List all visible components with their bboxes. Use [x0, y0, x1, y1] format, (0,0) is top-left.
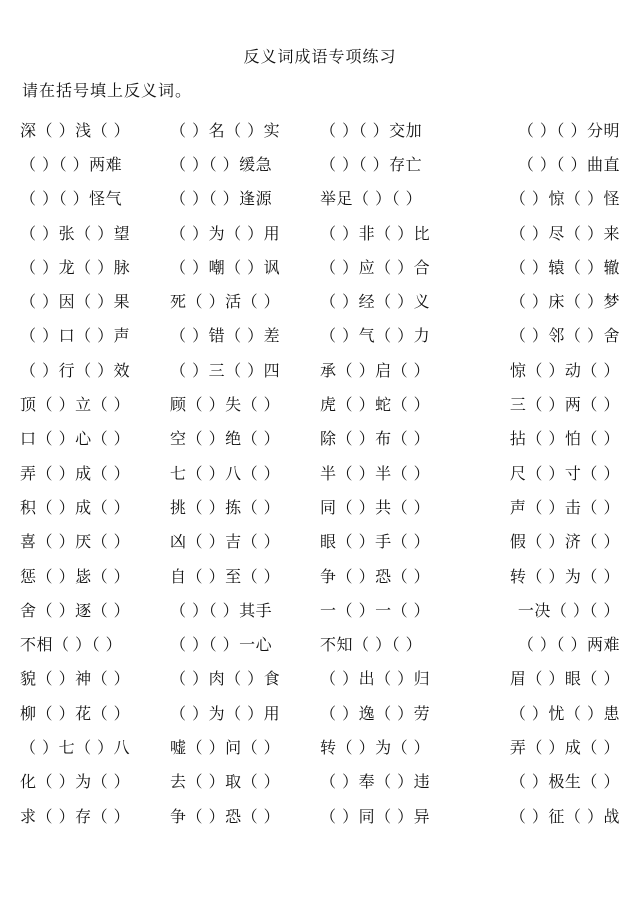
exercise-row	[20, 421, 620, 455]
idiom-item: （ ）（ ）分明	[517, 120, 620, 140]
idiom-item: （ ）奉（ ）违	[320, 772, 431, 792]
idiom-item: （ ）出（ ）归	[320, 669, 431, 689]
exercise-list	[20, 112, 620, 832]
idiom-item: （ ）嘲（ ）讽	[170, 257, 281, 277]
idiom-item: （ ）口（ ）声	[20, 326, 131, 346]
idiom-item: 拈（ ）怕（ ）	[509, 429, 620, 449]
idiom-item: 半（ ）半（ ）	[320, 463, 431, 483]
idiom-item: 争（ ）恐（ ）	[320, 566, 431, 586]
idiom-item: （ ）七（ ）八	[20, 737, 131, 757]
idiom-item: （ ）（ ）怪气	[20, 189, 123, 209]
idiom-item: （ ）为（ ）用	[170, 703, 281, 723]
idiom-item: 尺（ ）寸（ ）	[509, 463, 620, 483]
idiom-item: 不知（ ）（ ）	[320, 635, 423, 655]
idiom-item: 空（ ）绝（ ）	[170, 429, 281, 449]
exercise-row	[20, 661, 620, 695]
idiom-item: （ ）（ ）两难	[20, 154, 123, 174]
idiom-item: 三（ ）两（ ）	[509, 395, 620, 415]
idiom-item: 貌（ ）神（ ）	[20, 669, 131, 689]
idiom-item: 凶（ ）吉（ ）	[170, 532, 281, 552]
idiom-item: 一决（ ）（ ）	[517, 600, 620, 620]
idiom-item: （ ）极生（ ）	[509, 772, 620, 792]
idiom-item: （ ）尽（ ）来	[509, 223, 620, 243]
exercise-row	[20, 318, 620, 352]
idiom-item: 弄（ ）成（ ）	[509, 737, 620, 757]
idiom-item: （ ）邻（ ）舍	[509, 326, 620, 346]
idiom-item: （ ）床（ ）梦	[509, 292, 620, 312]
exercise-row	[20, 352, 620, 386]
idiom-item: （ ）肉（ ）食	[170, 669, 281, 689]
idiom-item: 嘘（ ）问（ ）	[170, 737, 281, 757]
exercise-row	[20, 798, 620, 832]
idiom-item: （ ）辕（ ）辙	[509, 257, 620, 277]
idiom-item: （ ）（ ）交加	[320, 120, 423, 140]
idiom-item: 除（ ）布（ ）	[320, 429, 431, 449]
idiom-item: 求（ ）存（ ）	[20, 806, 131, 826]
idiom-item: （ ）（ ）其手	[170, 600, 273, 620]
idiom-item: 挑（ ）拣（ ）	[170, 497, 281, 517]
idiom-item: 同（ ）共（ ）	[320, 497, 431, 517]
idiom-item: 一（ ）一（ ）	[320, 600, 431, 620]
idiom-item: 争（ ）恐（ ）	[170, 806, 281, 826]
exercise-row	[20, 112, 620, 146]
idiom-item: （ ）逸（ ）劳	[320, 703, 431, 723]
exercise-row	[20, 455, 620, 489]
exercise-row	[20, 215, 620, 249]
idiom-item: （ ）（ ）缓急	[170, 154, 273, 174]
idiom-item: （ ）惊（ ）怪	[509, 189, 620, 209]
idiom-item: 不相（ ）（ ）	[20, 635, 123, 655]
exercise-row	[20, 626, 620, 660]
idiom-item: （ ）张（ ）望	[20, 223, 131, 243]
exercise-row	[20, 592, 620, 626]
idiom-item: （ ）为（ ）用	[170, 223, 281, 243]
exercise-row	[20, 695, 620, 729]
idiom-item: 虎（ ）蛇（ ）	[320, 395, 431, 415]
idiom-item: （ ）忧（ ）患	[509, 703, 620, 723]
idiom-item: 顾（ ）失（ ）	[170, 395, 281, 415]
idiom-item: （ ）经（ ）义	[320, 292, 431, 312]
idiom-item: 假（ ）济（ ）	[509, 532, 620, 552]
idiom-item: （ ）行（ ）效	[20, 360, 131, 380]
page-title: 反义词成语专项练习	[243, 47, 397, 66]
idiom-item: 自（ ）至（ ）	[170, 566, 281, 586]
idiom-item: 惊（ ）动（ ）	[509, 360, 620, 380]
idiom-item: 积（ ）成（ ）	[20, 497, 131, 517]
exercise-row	[20, 524, 620, 558]
idiom-item: （ ）龙（ ）脉	[20, 257, 131, 277]
idiom-item: （ ）名（ ）实	[170, 120, 281, 140]
idiom-item: （ ）同（ ）异	[320, 806, 431, 826]
idiom-item: 口（ ）心（ ）	[20, 429, 131, 449]
idiom-item: 眉（ ）眼（ ）	[509, 669, 620, 689]
idiom-item: 柳（ ）花（ ）	[20, 703, 131, 723]
exercise-row	[20, 558, 620, 592]
idiom-item: （ ）（ ）一心	[170, 635, 273, 655]
instruction-text: 请在括号填上反义词。	[22, 81, 193, 100]
exercise-row	[20, 764, 620, 798]
exercise-row	[20, 489, 620, 523]
idiom-item: 化（ ）为（ ）	[20, 772, 131, 792]
idiom-item: 死（ ）活（ ）	[170, 292, 281, 312]
idiom-item: （ ）征（ ）战	[509, 806, 620, 826]
idiom-item: 惩（ ）毖（ ）	[20, 566, 131, 586]
exercise-row	[20, 729, 620, 763]
idiom-item: 转（ ）为（ ）	[509, 566, 620, 586]
idiom-item: 举足（ ）（ ）	[320, 189, 423, 209]
idiom-item: 深（ ）浅（ ）	[20, 120, 131, 140]
idiom-item: （ ）错（ ）差	[170, 326, 281, 346]
idiom-item: （ ）因（ ）果	[20, 292, 131, 312]
idiom-item: （ ）（ ）曲直	[517, 154, 620, 174]
idiom-item: 去（ ）取（ ）	[170, 772, 281, 792]
idiom-item: （ ）（ ）存亡	[320, 154, 423, 174]
idiom-item: （ ）（ ）逢源	[170, 189, 273, 209]
exercise-row	[20, 181, 620, 215]
idiom-item: 七（ ）八（ ）	[170, 463, 281, 483]
idiom-item: （ ）气（ ）力	[320, 326, 431, 346]
exercise-row	[20, 249, 620, 283]
idiom-item: （ ）（ ）两难	[517, 635, 620, 655]
idiom-item: 承（ ）启（ ）	[320, 360, 431, 380]
idiom-item: （ ）应（ ）合	[320, 257, 431, 277]
idiom-item: 舍（ ）逐（ ）	[20, 600, 131, 620]
idiom-item: 眼（ ）手（ ）	[320, 532, 431, 552]
idiom-item: 转（ ）为（ ）	[320, 737, 431, 757]
idiom-item: （ ）非（ ）比	[320, 223, 431, 243]
exercise-row	[20, 283, 620, 317]
exercise-row	[20, 386, 620, 420]
idiom-item: （ ）三（ ）四	[170, 360, 281, 380]
exercise-row	[20, 146, 620, 180]
idiom-item: 喜（ ）厌（ ）	[20, 532, 131, 552]
idiom-item: 弄（ ）成（ ）	[20, 463, 131, 483]
idiom-item: 声（ ）击（ ）	[509, 497, 620, 517]
idiom-item: 顶（ ）立（ ）	[20, 395, 131, 415]
